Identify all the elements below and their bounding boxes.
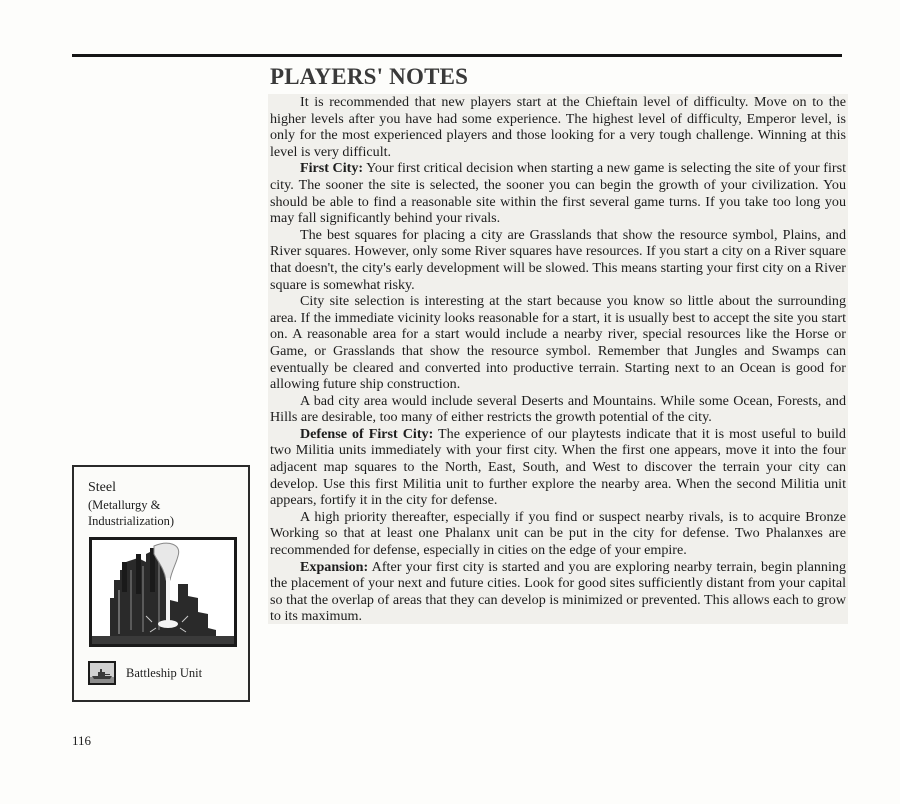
page-number: 116 <box>72 733 92 748</box>
paragraph-site-selection <box>270 293 846 393</box>
advance-name: Steel <box>88 480 116 495</box>
unit-label: Battleship Unit <box>126 665 203 680</box>
top-rule <box>72 54 842 57</box>
paragraph-defense <box>270 426 846 509</box>
paragraph-text: The experience of our playtests indicate that it is most useful to build two Militia units immediately with your first city. When the first one appears, move it into the four adjacent map squares to the North, East, South, and West to discover the terrain your city can develop. Use this first Militia unit to further explore the nearby area. When the second Militia unit appears, fortify it in the city for defense. <box>270 425 846 509</box>
unit-row <box>88 660 202 686</box>
paragraph-text: The best squares for placing a city are Grasslands that show the resource symbol, Plains, and River squares. However, only some River squares have resources. If you start a city on a River square that doesn't, the city's early development will be slowed. This means starting your first city on a River square is somewhat risky. <box>270 226 846 293</box>
advance-prerequisites: (Metallurgy & Industrialization) <box>88 498 175 528</box>
advance-sidebar-box <box>72 465 250 702</box>
battleship-icon <box>88 661 116 685</box>
paragraph-expansion <box>270 559 846 625</box>
paragraph-best-squares <box>270 227 846 293</box>
paragraph-lead: First City: <box>300 160 364 177</box>
paragraph-first-city <box>270 160 846 226</box>
paragraph-bad-area <box>270 393 846 426</box>
paragraph-high-priority <box>270 509 846 559</box>
paragraph-text: A bad city area would include several Deserts and Mountains. While some Ocean, Forests, and Hills are desirable, too many of either restricts the growth potential of the city. <box>270 392 846 426</box>
paragraph-text: City site selection is interesting at the start because you know so little about the surrounding area. If the immediate vicinity looks reasonable for a start, it is usually best to accept the site you start on. A reasonable area for a start would include a nearby river, special resources like the Horse or Game, or Grasslands that show the resource symbol. Remember that Jungles and Swamps can eventually be cleared and converted into productive terrain. Starting next to an Ocean is good for allowing future ship construction. <box>270 293 846 393</box>
paragraph-text: A high priority thereafter, especially if you find or suspect nearby rivals, is to acquire Bronze Working so that at least one Phalanx unit can be put in the city for defense. Two Phalanxes are recommended for defense, especially in cities on the edge of your empire. <box>270 508 846 559</box>
paragraph-lead: Expansion: <box>300 558 369 575</box>
paragraph-text: After your first city is started and you are exploring nearby terrain, begin planning the placement of your next and future cities. Look for good sites sufficiently distant from your capital so that the overlap of areas that they can develop is minimized or prevented. This allows each to grow to its maximum. <box>270 558 846 625</box>
paragraph-intro <box>270 94 846 160</box>
body-text <box>268 94 848 624</box>
paragraph-text: Your first critical decision when starting a new game is selecting the site of your first city. The sooner the site is selected, the sooner you can begin the growth of your civilization. You should be able to find a reasonable site within the first several game turns. If you take too long you may fall significantly behind your rivals. <box>270 160 846 227</box>
section-title: PLAYERS' NOTES <box>270 64 469 89</box>
steel-mill-illustration <box>89 537 237 647</box>
paragraph-lead: Defense of First City: <box>300 425 434 442</box>
paragraph-text: It is recommended that new players start at the Chieftain level of difficulty. Move on to the higher levels after you have had some experience. The highest level of difficulty, Emperor level, is only for the most experienced players and those looking for a very tough challenge. Winning at this level is very difficult. <box>270 94 846 160</box>
